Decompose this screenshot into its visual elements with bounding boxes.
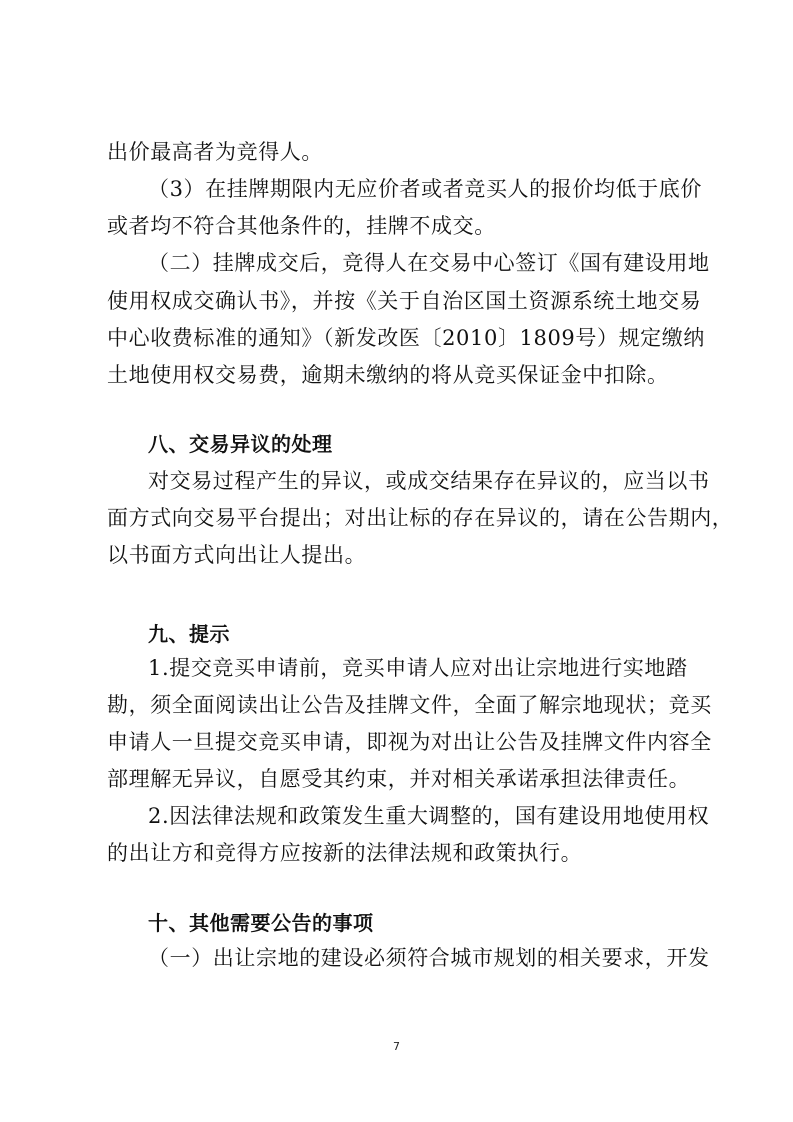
paragraph-line: （二）挂牌成交后，竞得人在交易中心签订《国有建设用地 <box>148 251 710 275</box>
paragraph-line: （一）出让宗地的建设必须符合城市规划的相关要求，开发 <box>148 946 710 970</box>
section-heading: 九、提示 <box>148 622 230 646</box>
paragraph-line: 申请人一旦提交竞买申请，即视为对出让公告及挂牌文件内容全 <box>107 730 712 754</box>
paragraph-line: 出价最高者为竞得人。 <box>107 140 323 164</box>
paragraph-line: 对交易过程产生的异议，或成交结果存在异议的，应当以书 <box>148 469 710 493</box>
paragraph-line: 1.提交竞买申请前，竞买申请人应对出让宗地进行实地踏 <box>148 656 688 680</box>
section-heading: 十、其他需要公告的事项 <box>148 911 374 935</box>
paragraph-line: 部理解无异议，自愿受其约束，并对相关承诺承担法律责任。 <box>107 767 691 791</box>
paragraph-line: 使用权成交确认书》，并按《关于自治区国土资源系统土地交易 <box>107 289 702 313</box>
page-number: 7 <box>393 1040 400 1053</box>
paragraph-line: 或者均不符合其他条件的，挂牌不成交。 <box>107 214 496 238</box>
paragraph-line: （3）在挂牌期限内无应价者或者竞买人的报价均低于底价 <box>148 177 702 201</box>
section-heading: 八、交易异议的处理 <box>148 432 333 456</box>
paragraph-line: 中心收费标准的通知》（新发改医〔2010〕1809号）规定缴纳 <box>107 326 705 350</box>
paragraph-line: 的出让方和竞得方应按新的法律法规和政策执行。 <box>107 841 583 865</box>
paragraph-line: 以书面方式向出让人提出。 <box>107 543 367 567</box>
paragraph-line: 勘，须全面阅读出让公告及挂牌文件，全面了解宗地现状；竞买 <box>107 693 712 717</box>
paragraph-line: 面方式向交易平台提出；对出让标的存在异议的，请在公告期内， <box>107 506 734 530</box>
paragraph-line: 土地使用权交易费，逾期未缴纳的将从竞买保证金中扣除。 <box>107 363 669 387</box>
paragraph-line: 2.因法律法规和政策发生重大调整的，国有建设用地使用权 <box>148 804 710 828</box>
